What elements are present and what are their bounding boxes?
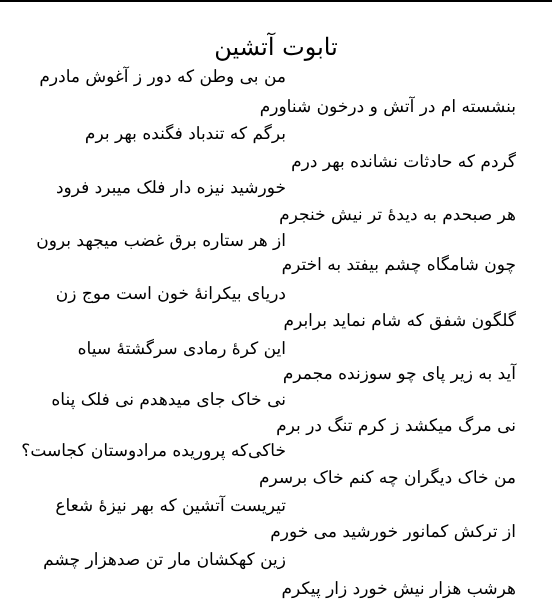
poem-line: از هر ستاره برق غضب میجهد برون (36, 231, 286, 251)
poem-line: از ترکش کمانور خورشید می خورم (270, 522, 516, 542)
poem-line: آید به زیر پای چو سوزنده مجمرم (282, 364, 516, 384)
poem-line: خورشید نیزه دار فلک میبرد فرود (55, 178, 286, 198)
poem-line: تیریست آتشین که بهر نیزهٔ شعاع (55, 496, 286, 516)
poem-line: بنشسته ام در آتش و درخون شناورم (259, 97, 516, 117)
poem-line: نی مرگ میکشد ز کرم تنگ در برم (276, 416, 516, 436)
poem-title: تابوت آتشین (214, 33, 338, 61)
poem-line: گلگون شفق که شام نماید برابرم (283, 311, 516, 331)
poem-line: دریای بیکرانهٔ خون است موج زن (55, 284, 286, 304)
poem-line: گردم که حادثات نشانده بهر درم (291, 152, 516, 172)
poem-line: خاکی‌که پروریده مرادوستان کجاست؟ (21, 441, 286, 461)
poem-line: برگم که تندباد فگنده بهر برم (84, 124, 286, 144)
poem-line: نی خاک جای میدهدم نی فلک پناه (51, 390, 286, 410)
poem-line: هرشب هزار نیش خورد زار پیکرم (281, 579, 516, 599)
poem-line: زین کهکشان مار تن صدهزار چشم (43, 550, 286, 570)
poem-line: چون شامگاه چشم بیفتد به اخترم (281, 255, 516, 275)
poem-line: من بی وطن که دور ز آغوش مادرم (39, 67, 286, 87)
poem-line: من خاک دیگران چه کنم خاک برسرم (259, 468, 516, 488)
poem-line: هر صبحدم به دیدهٔ تر نیش خنجرم (279, 205, 516, 225)
poem-line: این کرهٔ رمادی سرگشتهٔ سیاه (77, 339, 286, 359)
